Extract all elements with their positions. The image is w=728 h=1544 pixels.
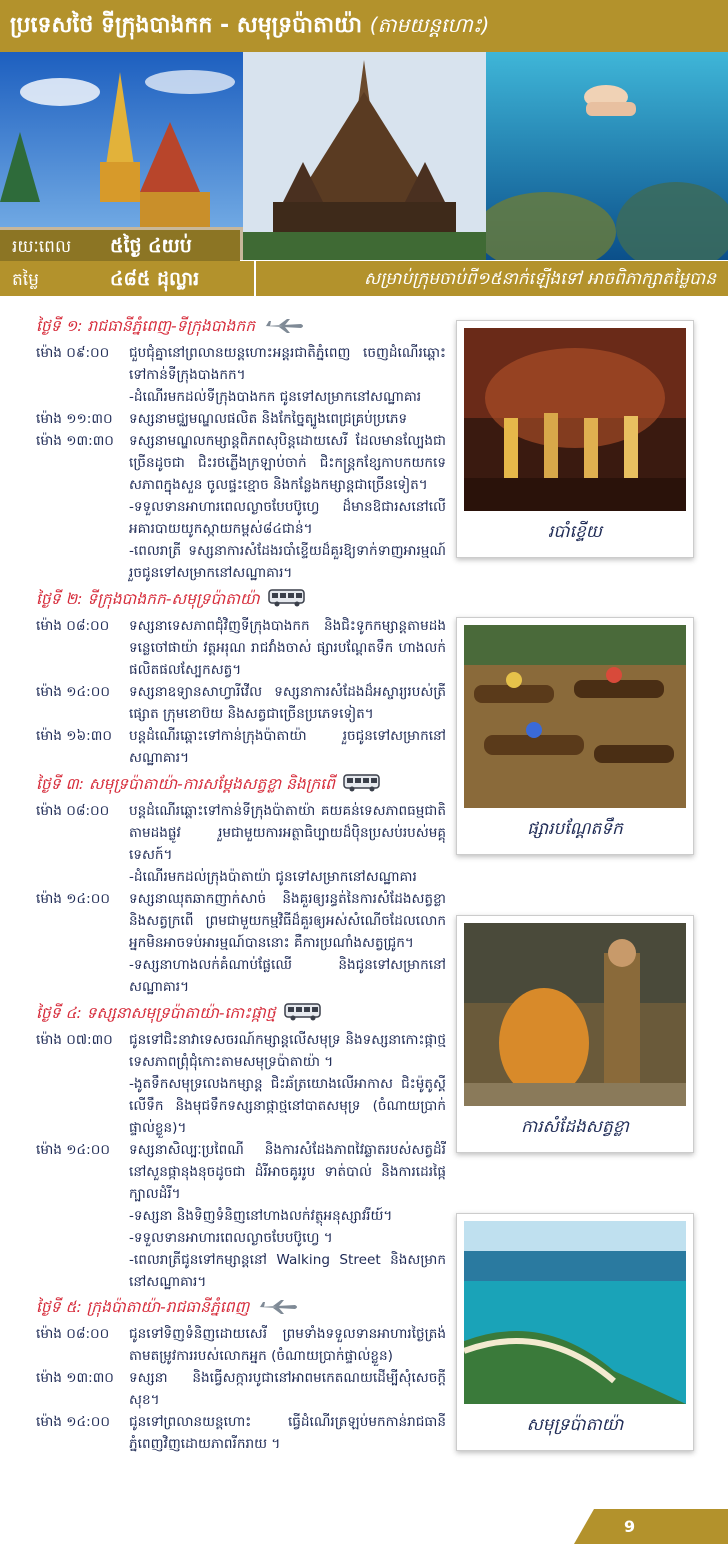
entry-description: ទស្សនាមជ្ឈមណ្ឌលផលិត និងកែច្នៃត្បូងពេជ្រគ្រប់ប្រភេទ: [129, 411, 408, 427]
entry-description: -ងូតទឹកសមុទ្រលេងកម្សាន្ត ជិះឆ័ត្រយោងលើអាកាស ជិះម៉ូតូស្គីលើទឹក និងមុជទឹកទស្សនាផ្កាថ្មនៅបាតសមុទ្រ (ចំណាយប្រាក់ផ្ទាល់ខ្លួន)។: [129, 1076, 446, 1136]
duration-value: ៥ថ្ងៃ ៤យប់: [110, 235, 192, 257]
entry-time: ម៉ោង ០៧:៣០: [36, 1032, 113, 1048]
entry-description: -ដំណើរមកដល់ក្រុងប៉ាតាយ៉ា ជូនទៅសម្រាកនៅសណ្ឋាគារ: [129, 869, 417, 885]
schedule-entry: [36, 1139, 446, 1205]
entry-time: [36, 386, 129, 408]
entry-description: ទស្សនា និងធ្វើសក្ការបូជានៅអាពមកេតណយដើម្បីសុំសេចក្តីសុខ។: [129, 1370, 446, 1408]
page-title: [10, 11, 489, 43]
schedule-entry: [36, 430, 446, 496]
schedule-entry: [36, 496, 446, 540]
entry-description: ជួបជុំគ្នានៅព្រលានយន្តហោះអន្តរជាតិភ្នំពេញ ចេញដំណើរឆ្ពោះទៅកាន់ទីក្រុងបាងកក។: [129, 345, 446, 383]
schedule-entry: [36, 342, 446, 386]
day-heading: [36, 588, 446, 612]
entry-description: ជូនទៅព្រលានយន្តហោះ ធ្វើដំណើរត្រឡប់មកកាន់រាជធានីភ្នំពេញវិញដោយភាពរីករាយ ។: [129, 1414, 446, 1452]
entry-description: ទស្សនាឈុតឆាកញាក់សាច់ និងគួរឲ្យរន្ធត់នៃការសំដែងសត្វខ្លា និងសត្វក្រពើ ព្រមជាមួយកម្មវិធីដ៏គួរឲ្យអស់សំណើចដែលលោកអ្នកមិនអាចទប់អារម្មណ៍បាននោះ គឺការប្រណាំងសត្វជ្រូក។: [129, 891, 446, 951]
airplane-icon: [263, 318, 305, 338]
bus-icon: [284, 1002, 322, 1026]
schedule-entry: [36, 386, 446, 408]
photo-caption: សមុទ្រប៉ាតាយ៉ា: [526, 1415, 624, 1435]
entry-time: ម៉ោង ១៣:៣០: [36, 1370, 114, 1386]
entry-description: -ទទួលទានអាហារពេលល្ងាចបែបប៊ូហ្វេ ។: [129, 1230, 333, 1246]
schedule-entry: [36, 408, 446, 430]
entry-time: ម៉ោង ០៨:០០: [36, 1326, 110, 1342]
photo-card: [456, 915, 694, 1153]
entry-description: -ដំណើរមកដល់ទីក្រុងបាងកក ជូនទៅសម្រាកនៅសណ្ឋាគារ: [129, 389, 422, 405]
title-subtitle: (តាមយន្តហោះ): [369, 13, 490, 37]
entry-time: ម៉ោង ១៤:០០: [36, 891, 110, 907]
schedule-entry: [36, 681, 446, 725]
title-text: ប្រទេសថៃ ទីក្រុងបាងកក - សមុទ្រប៉ាតាយ៉ា: [10, 13, 363, 38]
schedule-entry: [36, 1249, 446, 1293]
schedule-entry: [36, 1367, 446, 1411]
day-heading: [36, 1297, 446, 1320]
page-number-tab: [574, 1509, 728, 1544]
photo-card: [456, 1213, 694, 1451]
entry-time: [36, 540, 129, 584]
entry-time: ម៉ោង ០៩:០០: [36, 345, 110, 361]
photo-floating-market: [464, 625, 686, 808]
schedule-entry: [36, 1073, 446, 1139]
bus-icon: [343, 773, 381, 797]
entry-time: ម៉ោង ០៨:០០: [36, 618, 110, 634]
entry-time: ម៉ោង ០៨:០០: [36, 803, 110, 819]
entry-description: -ពេលរាត្រី ទស្សនាការសំដែងរបាំខ្ទើយដ៏គួរឱ្យទាក់ទាញអារម្មណ៍រួចជូនទៅសម្រាកនៅសណ្ឋាគារ។: [129, 543, 446, 581]
entry-time: [36, 954, 129, 998]
page-number: 9: [624, 1517, 636, 1536]
duration-label: រយៈពេល: [12, 237, 72, 257]
entry-time: [36, 496, 129, 540]
schedule-entry: [36, 725, 446, 769]
entry-description: បន្តដំណើរឆ្ពោះទៅកាន់ទីក្រុងប៉ាតាយ៉ា គយគន់ទេសភាពធម្មជាតិតាមដងផ្លូវ រួមជាមួយការអត្ថាធិប្បាយដ៏ប៉ិនប្រសប់របស់មគ្គុទេសក៍។: [129, 803, 446, 863]
photo-caption: ផ្សារបណ្តែតទឹក: [527, 819, 623, 839]
entry-time: [36, 1249, 129, 1293]
entry-time: ម៉ោង ១៤:០០: [36, 1414, 110, 1430]
hero-photo-grand-palace: [0, 52, 243, 260]
photo-card: [456, 617, 694, 855]
photo-cabaret-show: [464, 328, 686, 511]
schedule-entry: [36, 954, 446, 998]
schedule-entry: [36, 1323, 446, 1367]
entry-time: [36, 866, 129, 888]
entry-description: ជូនទៅទិញទំនិញដោយសេរី ព្រមទាំងទទួលទានអាហារថ្ងៃត្រង់តាមតម្រូវការរបស់លោកអ្នក (ចំណាយប្រាក់ផ្ទាល់ខ្លួន): [129, 1326, 446, 1364]
entry-description: -ទស្សនាហាងលក់គំណាប់ផ្លែឈើ និងជូនទៅសម្រាកនៅសណ្ឋាគារ។: [129, 957, 446, 995]
schedule-entry: [36, 540, 446, 584]
schedule-entry: [36, 1029, 446, 1073]
day-title: ថ្ងៃទី ៤: ទស្សនាសមុទ្រប៉ាតាយ៉ា-កោះផ្កាថ្ម: [36, 1003, 276, 1022]
day-title: ថ្ងៃទី ៣: សមុទ្រប៉ាតាយ៉ា-ការសម្តែងសត្វខ្លា និងក្រពើ: [36, 774, 335, 793]
photo-tiger-show: [464, 923, 686, 1106]
photo-card: [456, 320, 694, 558]
entry-time: [36, 1227, 129, 1249]
schedule-entry: [36, 800, 446, 866]
bus-icon: [268, 588, 306, 612]
title-banner: [0, 0, 728, 52]
photo-caption: ការសំដែងសត្វខ្លា: [521, 1117, 629, 1137]
day-heading: [36, 773, 446, 797]
entry-description: បន្តដំណើរឆ្ពោះទៅកាន់ក្រុងប៉ាតាយ៉ា រួចជូនទៅសម្រាកនៅសណ្ឋាគារ។: [129, 728, 446, 766]
hero-photo-sanctuary-of-truth: [243, 52, 486, 260]
entry-description: -ពេលរាត្រីជូនទៅកម្សាន្តនៅ Walking Street និងសម្រាកនៅសណ្ឋាគារ។: [129, 1252, 446, 1290]
photo-pattaya-beach: [464, 1221, 686, 1404]
hero-photo-snorkeling: [486, 52, 728, 260]
schedule-entry: [36, 1205, 446, 1227]
day-title: ថ្ងៃទី ៥: ក្រុងប៉ាតាយ៉ា-រាជធានីភ្នំពេញ: [36, 1298, 250, 1316]
day-title: ថ្ងៃទី ២: ទីក្រុងបាងកក-សមុទ្រប៉ាតាយ៉ា: [36, 589, 260, 608]
day-heading: [36, 316, 446, 339]
airplane-icon: [257, 1299, 299, 1319]
entry-description: ទស្សនាឧទ្យានសាហ្វារីវើល ទស្សនាការសំដែងដ៏អស្ចារ្យរបស់ត្រីផ្សោត ក្រុមខោប៊យ និងសត្វជាច្រើនប្រភេទទៀត។: [129, 684, 446, 722]
schedule-entry: [36, 866, 446, 888]
entry-time: ម៉ោង ១៤:០០: [36, 684, 110, 700]
photo-caption: របាំខ្ទើយ: [548, 522, 602, 542]
entry-description: -ទទួលទានអាហារពេលល្ងាចបែបប៊ូហ្វេ ដ៏មានឱជារសនៅលើអគារបាយយូកស្កាយកម្ពស់៨៤ជាន់។: [129, 499, 446, 537]
entry-time: ម៉ោង ១១:៣០: [36, 411, 113, 427]
entry-description: ជូនទៅជិះនាវាទេសចរណ៍កម្សាន្តលើសមុទ្រ និងទស្សនាកោះផ្កាថ្មទេសភាពព្រុំជុំកោះតាមសមុទ្រប៉ាតាយ៉ា ។: [129, 1032, 446, 1070]
entry-time: ម៉ោង ១៦:៣០: [36, 728, 112, 744]
entry-description: ទស្សនាសិល្បៈប្រពៃណី និងការសំដែងភាពវៃឆ្លាតរបស់សត្វដំរីនៅសួនផ្កានុងនុចដូចជា ដំរីអាចគូររូប ទាត់បាល់ និងការដេរផ្កៃក្បាលដំរី។: [129, 1142, 446, 1202]
entry-description: ទស្សនាមណ្ឌលកម្សាន្តពិភពសុបិន្តដោយសេរី ដែលមានល្បែងជាច្រើនដូចជា ជិះរថភ្លើងក្រឡាប់ចាក់ ជិះកន្ត្រកខ្សែកាបកយកទេសភាពក្នុងសួន ចូលផ្ទះខ្មោច និងកន្លែងកម្សាន្តជាច្រើនទៀត។: [129, 433, 446, 493]
schedule-entry: [36, 1227, 446, 1249]
schedule-entry: [36, 888, 446, 954]
entry-description: ទស្សនាទេសភាពជុំវិញទីក្រុងបាងកក និងជិះទូកកម្សាន្តតាមដងទន្លេចៅផាយ៉ា វត្តអរុណ រាជវាំងចាស់ ផ្សារបណ្តែតទឹក ហាងលក់ផលិតផលស្បែកសត្វ។: [129, 618, 446, 678]
itinerary: [36, 312, 446, 1455]
entry-description: -ទស្សនា និងទិញទំនិញនៅហាងលក់វត្ថុអនុស្សាវរីយ៍។: [129, 1208, 393, 1224]
duration-bar: [0, 230, 240, 261]
day-title: ថ្ងៃទី ១: រាជធានីភ្នំពេញ-ទីក្រុងបាងកក: [36, 317, 256, 335]
day-heading: [36, 1002, 446, 1026]
schedule-entry: [36, 1411, 446, 1455]
price-value: ៤៨៥ ដុល្លារ: [110, 268, 200, 290]
schedule-entry: [36, 615, 446, 681]
info-divider: [254, 261, 256, 296]
entry-time: ម៉ោង ១៣:៣០: [36, 433, 114, 449]
entry-time: ម៉ោង ១៤:០០: [36, 1142, 110, 1158]
price-label: តម្លៃ: [12, 270, 39, 290]
entry-time: [36, 1205, 129, 1227]
group-price-note: សម្រាប់ក្រុមចាប់ពី១៥នាក់ឡើងទៅ អាចពិភាក្សាតម្លៃបាន: [364, 269, 716, 289]
entry-time: [36, 1073, 129, 1139]
